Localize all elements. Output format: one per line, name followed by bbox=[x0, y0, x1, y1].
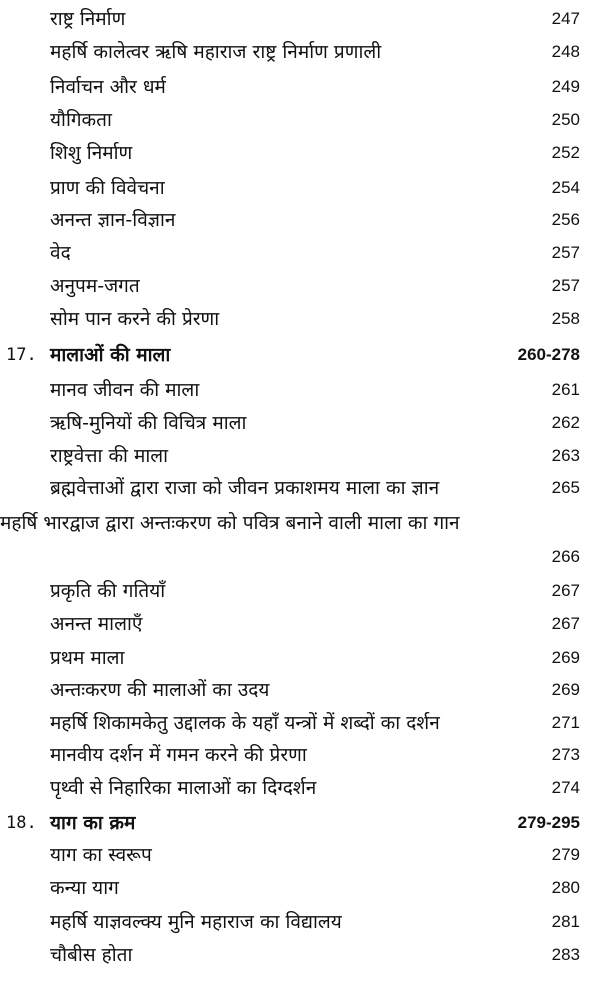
entry-title: प्राण की विवेचना bbox=[50, 177, 165, 199]
page-number: 261 bbox=[551, 380, 580, 399]
entry-title: अन्तःकरण की मालाओं का उदय bbox=[50, 679, 270, 701]
page-number: 271 bbox=[551, 713, 580, 732]
entry-title: पृथ्वी से निहारिका मालाओं का दिग्दर्शन bbox=[50, 777, 317, 799]
chapter-title: मालाओं की माला bbox=[50, 344, 171, 366]
toc-entry bbox=[0, 103, 600, 137]
entry-title: महर्षि भारद्वाज द्वारा अन्तःकरण को पवित्र बनाने वाली माला का गान bbox=[0, 512, 460, 534]
page-number: 256 bbox=[551, 210, 580, 229]
entry-title: मानव जीवन की माला bbox=[50, 379, 200, 401]
page-number: 248 bbox=[551, 42, 580, 61]
toc-entry bbox=[0, 706, 600, 740]
toc-entry bbox=[0, 35, 600, 69]
entry-title: प्रकृति की गतियाँ bbox=[50, 580, 166, 602]
page-number: 273 bbox=[551, 745, 580, 764]
entry-title: महर्षि याज्ञवल्क्य मुनि महाराज का विद्यालय bbox=[50, 911, 342, 933]
toc-entry bbox=[0, 406, 600, 440]
toc-entry bbox=[0, 871, 600, 905]
entry-title: कन्या याग bbox=[50, 877, 119, 899]
toc-entry bbox=[0, 673, 600, 707]
entry-title: राष्ट्रवेत्ता की माला bbox=[50, 445, 169, 467]
chapter-number: 17. bbox=[6, 345, 37, 365]
toc-entry bbox=[0, 771, 600, 805]
page-number: 274 bbox=[551, 778, 580, 797]
entry-title: निर्वाचन और धर्म bbox=[50, 76, 166, 98]
entry-title: अनुपम-जगत bbox=[50, 275, 140, 297]
toc-entry bbox=[0, 607, 600, 641]
entry-title: ऋषि-मुनियों की विचित्र माला bbox=[50, 412, 247, 434]
chapter-heading bbox=[0, 806, 600, 840]
page-number: 266 bbox=[551, 547, 580, 566]
page-number: 283 bbox=[551, 945, 580, 964]
entry-title: मानवीय दर्शन में गमन करने की प्रेरणा bbox=[50, 744, 307, 766]
entry-title: अनन्त मालाएँ bbox=[50, 613, 143, 635]
toc-entry bbox=[0, 905, 600, 939]
entry-title: याग का स्वरूप bbox=[50, 844, 152, 866]
toc-entry bbox=[0, 236, 600, 270]
toc-entry bbox=[0, 574, 600, 608]
toc-entry bbox=[0, 136, 600, 170]
chapter-number: 18. bbox=[6, 813, 37, 833]
page-number: 249 bbox=[551, 77, 580, 96]
page-number: 281 bbox=[551, 912, 580, 931]
toc-entry bbox=[0, 938, 600, 972]
toc-entry bbox=[0, 641, 600, 675]
toc-entry bbox=[0, 439, 600, 473]
entry-title: शिशु निर्माण bbox=[50, 142, 133, 164]
entry-title: वेद bbox=[50, 242, 71, 264]
toc-entry bbox=[0, 738, 600, 772]
page-number: 263 bbox=[551, 446, 580, 465]
chapter-heading bbox=[0, 338, 600, 372]
toc-entry bbox=[0, 373, 600, 407]
entry-title: यौगिकता bbox=[50, 109, 112, 131]
entry-title: ब्रह्मवेत्ताओं द्वारा राजा को जीवन प्रकाशमय माला का ज्ञान bbox=[50, 477, 440, 499]
toc-entry bbox=[0, 70, 600, 104]
page-number: 258 bbox=[551, 309, 580, 328]
toc-entry bbox=[0, 269, 600, 303]
toc-entry bbox=[0, 838, 600, 872]
chapter-page-range: 260-278 bbox=[517, 345, 580, 364]
page-number: 267 bbox=[551, 581, 580, 600]
page-number: 279 bbox=[551, 845, 580, 864]
page-number: 269 bbox=[551, 648, 580, 667]
toc-entry bbox=[0, 171, 600, 205]
page-number: 267 bbox=[551, 614, 580, 633]
toc-entry bbox=[0, 2, 600, 36]
toc-entry bbox=[0, 506, 600, 574]
page-number: 265 bbox=[551, 478, 580, 497]
page-number: 250 bbox=[551, 110, 580, 129]
entry-title: अनन्त ज्ञान-विज्ञान bbox=[50, 209, 176, 231]
page-number: 257 bbox=[551, 276, 580, 295]
page-number: 262 bbox=[551, 413, 580, 432]
toc-entry bbox=[0, 302, 600, 336]
entry-title: महर्षि कालेत्वर ऋषि महाराज राष्ट्र निर्माण प्रणाली bbox=[50, 41, 382, 63]
entry-title: चौबीस होता bbox=[50, 944, 133, 966]
page-number: 252 bbox=[551, 143, 580, 162]
page-number: 254 bbox=[551, 178, 580, 197]
page-number: 280 bbox=[551, 878, 580, 897]
page-number: 257 bbox=[551, 243, 580, 262]
entry-title: प्रथम माला bbox=[50, 647, 125, 669]
entry-title: सोम पान करने की प्रेरणा bbox=[50, 308, 220, 330]
page-number: 269 bbox=[551, 680, 580, 699]
entry-title: राष्ट्र निर्माण bbox=[50, 8, 126, 30]
entry-title: महर्षि शिकामकेतु उद्दालक के यहाँ यन्त्रों में शब्दों का दर्शन bbox=[50, 712, 440, 734]
toc-entry bbox=[0, 471, 600, 505]
chapter-title: याग का क्रम bbox=[50, 812, 136, 834]
page-number: 247 bbox=[551, 9, 580, 28]
chapter-page-range: 279-295 bbox=[517, 813, 580, 832]
toc-entry bbox=[0, 203, 600, 237]
